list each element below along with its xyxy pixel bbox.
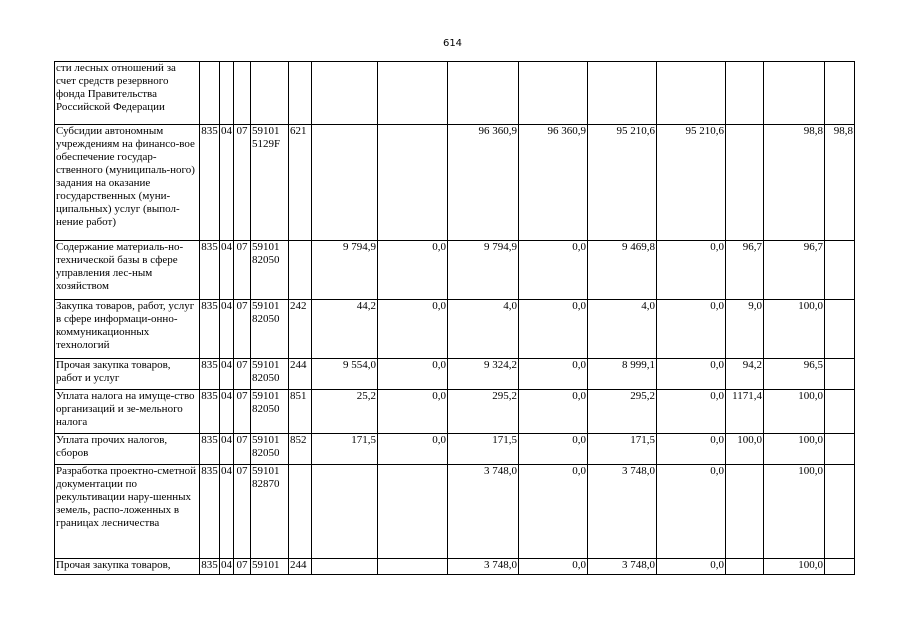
section-code <box>220 62 234 125</box>
value-7 <box>726 62 764 125</box>
table-row <box>55 62 855 125</box>
expense-type-code: 852 <box>289 434 312 465</box>
subsection-code: 07 <box>234 359 251 390</box>
value-6: 95 210,6 <box>657 125 726 241</box>
target-article-code <box>251 62 289 125</box>
value-9 <box>825 465 855 559</box>
subsection-code: 07 <box>234 125 251 241</box>
section-code: 04 <box>220 125 234 241</box>
table-row <box>55 434 855 465</box>
value-4: 0,0 <box>519 434 588 465</box>
target-article-code: 59101 82050 <box>251 359 289 390</box>
value-9 <box>825 559 855 575</box>
value-6: 0,0 <box>657 241 726 300</box>
glava-code: 835 <box>200 241 220 300</box>
value-1: 9 794,9 <box>312 241 378 300</box>
subsection-code: 07 <box>234 465 251 559</box>
value-4: 0,0 <box>519 300 588 359</box>
value-9: 98,8 <box>825 125 855 241</box>
value-5: 295,2 <box>588 390 657 434</box>
section-code: 04 <box>220 300 234 359</box>
value-3: 9 324,2 <box>448 359 519 390</box>
value-4: 0,0 <box>519 559 588 575</box>
value-8: 96,5 <box>764 359 825 390</box>
table-row <box>55 559 855 575</box>
page-number: 614 <box>442 38 463 49</box>
glava-code <box>200 62 220 125</box>
target-article-code: 59101 <box>251 559 289 575</box>
row-name: Разработка проектно-сметной документации по рекультивации нару-шенных земель, распо-ложенных в границах лесничества <box>55 465 200 559</box>
row-name: Содержание материаль-но-технической базы в сфере управления лес-ным хозяйством <box>55 241 200 300</box>
value-7 <box>726 465 764 559</box>
section-code: 04 <box>220 434 234 465</box>
value-7 <box>726 559 764 575</box>
value-5: 4,0 <box>588 300 657 359</box>
row-name: Прочая закупка товаров, работ и услуг <box>55 359 200 390</box>
row-name: Субсидии автономным учреждениям на финансо-вое обеспечение государ-ственного (муниципаль-ного) задания на оказание государственных (муни-ципальных) услуг (выпол-нение работ) <box>55 125 200 241</box>
expense-type-code <box>289 62 312 125</box>
value-1 <box>312 125 378 241</box>
table-row <box>55 125 855 241</box>
target-article-code: 59101 82050 <box>251 434 289 465</box>
table-row <box>55 359 855 390</box>
value-5: 9 469,8 <box>588 241 657 300</box>
value-9 <box>825 62 855 125</box>
value-9 <box>825 300 855 359</box>
value-2: 0,0 <box>378 300 448 359</box>
value-6: 0,0 <box>657 300 726 359</box>
value-2 <box>378 125 448 241</box>
value-6: 0,0 <box>657 434 726 465</box>
target-article-code: 59101 82050 <box>251 390 289 434</box>
value-3: 3 748,0 <box>448 559 519 575</box>
value-6: 0,0 <box>657 390 726 434</box>
value-8: 100,0 <box>764 434 825 465</box>
value-7: 96,7 <box>726 241 764 300</box>
budget-table <box>54 61 855 575</box>
section-code: 04 <box>220 390 234 434</box>
subsection-code: 07 <box>234 300 251 359</box>
value-2: 0,0 <box>378 359 448 390</box>
glava-code: 835 <box>200 300 220 359</box>
glava-code: 835 <box>200 125 220 241</box>
value-2 <box>378 62 448 125</box>
expense-type-code <box>289 465 312 559</box>
section-code: 04 <box>220 359 234 390</box>
target-article-code: 59101 82870 <box>251 465 289 559</box>
value-9 <box>825 390 855 434</box>
subsection-code: 07 <box>234 559 251 575</box>
value-2: 0,0 <box>378 434 448 465</box>
value-6 <box>657 62 726 125</box>
glava-code: 835 <box>200 465 220 559</box>
target-article-code: 59101 82050 <box>251 300 289 359</box>
value-9 <box>825 359 855 390</box>
expense-type-code: 244 <box>289 359 312 390</box>
row-name: сти лесных отношений за счет средств резервного фонда Правительства Российской Федерации <box>55 62 200 125</box>
table-row <box>55 390 855 434</box>
expense-type-code: 244 <box>289 559 312 575</box>
expense-type-code <box>289 241 312 300</box>
table-row <box>55 465 855 559</box>
target-article-code: 59101 5129F <box>251 125 289 241</box>
target-article-code: 59101 82050 <box>251 241 289 300</box>
value-8: 98,8 <box>764 125 825 241</box>
value-1 <box>312 465 378 559</box>
value-7: 1171,4 <box>726 390 764 434</box>
glava-code: 835 <box>200 434 220 465</box>
value-2: 0,0 <box>378 241 448 300</box>
value-7: 100,0 <box>726 434 764 465</box>
value-8 <box>764 62 825 125</box>
row-name: Закупка товаров, работ, услуг в сфере информаци-онно-коммуникационных технологий <box>55 300 200 359</box>
value-2: 0,0 <box>378 390 448 434</box>
value-9 <box>825 434 855 465</box>
value-8: 100,0 <box>764 390 825 434</box>
section-code: 04 <box>220 559 234 575</box>
value-6: 0,0 <box>657 465 726 559</box>
value-7: 94,2 <box>726 359 764 390</box>
value-3: 4,0 <box>448 300 519 359</box>
value-3: 9 794,9 <box>448 241 519 300</box>
value-1: 9 554,0 <box>312 359 378 390</box>
value-8: 100,0 <box>764 300 825 359</box>
value-1: 44,2 <box>312 300 378 359</box>
subsection-code: 07 <box>234 434 251 465</box>
value-3: 96 360,9 <box>448 125 519 241</box>
value-2 <box>378 465 448 559</box>
section-code: 04 <box>220 241 234 300</box>
value-5: 8 999,1 <box>588 359 657 390</box>
value-1 <box>312 559 378 575</box>
value-8: 100,0 <box>764 465 825 559</box>
value-4: 96 360,9 <box>519 125 588 241</box>
expense-type-code: 851 <box>289 390 312 434</box>
value-1: 171,5 <box>312 434 378 465</box>
value-2 <box>378 559 448 575</box>
value-3: 295,2 <box>448 390 519 434</box>
glava-code: 835 <box>200 559 220 575</box>
glava-code: 835 <box>200 359 220 390</box>
value-9 <box>825 241 855 300</box>
value-5: 3 748,0 <box>588 559 657 575</box>
value-4: 0,0 <box>519 359 588 390</box>
value-4: 0,0 <box>519 241 588 300</box>
value-4 <box>519 62 588 125</box>
row-name: Уплата налога на имуще-ство организаций и зе-мельного налога <box>55 390 200 434</box>
value-8: 96,7 <box>764 241 825 300</box>
value-1: 25,2 <box>312 390 378 434</box>
value-6: 0,0 <box>657 559 726 575</box>
value-4: 0,0 <box>519 390 588 434</box>
expense-type-code: 621 <box>289 125 312 241</box>
value-6: 0,0 <box>657 359 726 390</box>
section-code: 04 <box>220 465 234 559</box>
row-name: Прочая закупка товаров, <box>55 559 200 575</box>
value-3 <box>448 62 519 125</box>
value-7: 9,0 <box>726 300 764 359</box>
subsection-code: 07 <box>234 390 251 434</box>
subsection-code <box>234 62 251 125</box>
table-row <box>55 300 855 359</box>
value-5: 95 210,6 <box>588 125 657 241</box>
row-name: Уплата прочих налогов, сборов <box>55 434 200 465</box>
value-5: 171,5 <box>588 434 657 465</box>
value-4: 0,0 <box>519 465 588 559</box>
value-3: 171,5 <box>448 434 519 465</box>
value-7 <box>726 125 764 241</box>
value-5: 3 748,0 <box>588 465 657 559</box>
value-8: 100,0 <box>764 559 825 575</box>
value-5 <box>588 62 657 125</box>
table-row <box>55 241 855 300</box>
subsection-code: 07 <box>234 241 251 300</box>
value-3: 3 748,0 <box>448 465 519 559</box>
glava-code: 835 <box>200 390 220 434</box>
value-1 <box>312 62 378 125</box>
expense-type-code: 242 <box>289 300 312 359</box>
